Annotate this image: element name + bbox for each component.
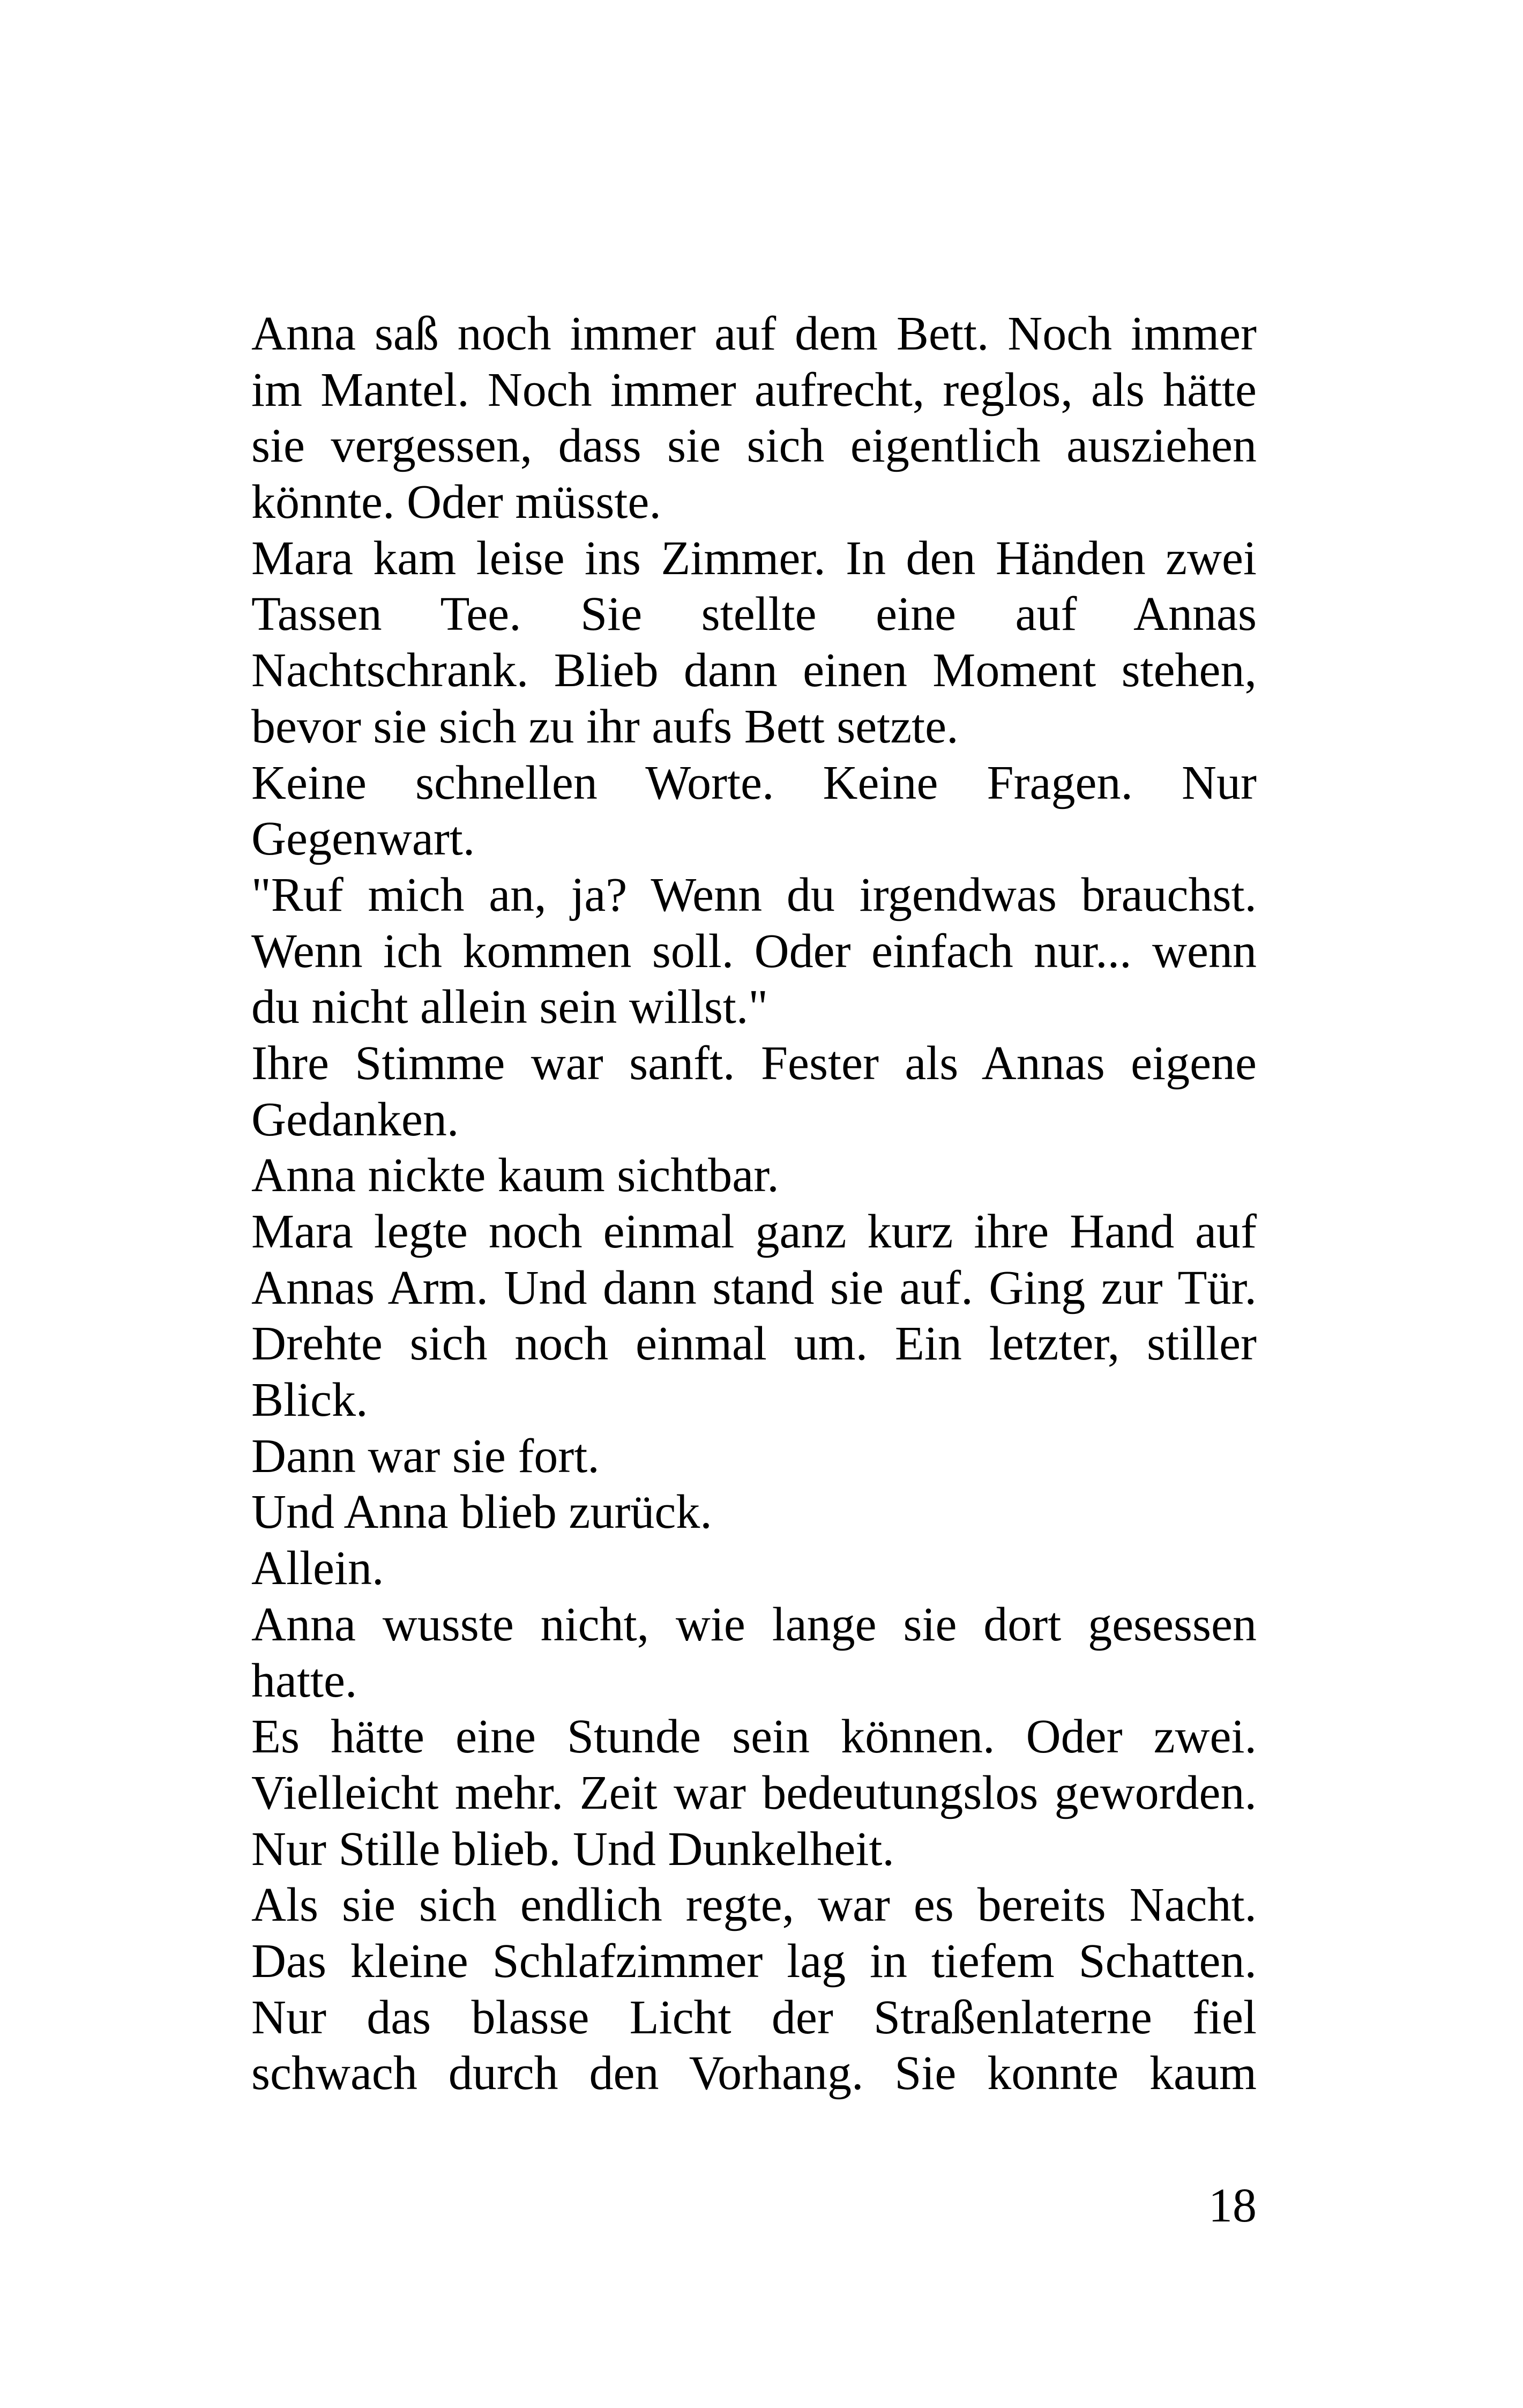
text-line: Gegenwart. xyxy=(251,812,475,866)
text-line: hatte. xyxy=(251,1654,357,1707)
paragraph xyxy=(251,1541,1257,1597)
text-line: könnte. Oder müsste. xyxy=(251,475,661,529)
text-line: Vielleicht mehr. Zeit war bedeutungslos geworden. xyxy=(251,1766,1257,1819)
text-line: Anna wusste nicht, wie lange sie dort gesessen xyxy=(251,1597,1257,1651)
paragraph xyxy=(251,1597,1257,1709)
text-line: Keine schnellen Worte. Keine Fragen. Nur xyxy=(251,756,1257,809)
text-line: Blick. xyxy=(251,1373,368,1427)
text-line: Allein. xyxy=(251,1542,384,1595)
text-line: bevor sie sich zu ihr aufs Bett setzte. xyxy=(251,700,959,753)
paragraph xyxy=(251,1204,1257,1429)
text-line: du nicht allein sein willst." xyxy=(251,980,768,1034)
paragraph xyxy=(251,1429,1257,1485)
paragraph xyxy=(251,1709,1257,1877)
text-line: Annas Arm. Und dann stand sie auf. Ging zur Tür. xyxy=(251,1261,1257,1314)
text-line: Mara kam leise ins Zimmer. In den Händen zwei xyxy=(251,531,1257,585)
paragraph xyxy=(251,867,1257,1036)
text-line: schwach durch den Vorhang. Sie konnte kaum xyxy=(251,2047,1257,2100)
text-line: im Mantel. Noch immer aufrecht, reglos, als hätte xyxy=(251,363,1257,417)
paragraph xyxy=(251,755,1257,867)
text-line: Anna nickte kaum sichtbar. xyxy=(251,1149,779,1202)
paragraph xyxy=(251,1036,1257,1148)
text-line: sie vergessen, dass sie sich eigentlich ausziehen xyxy=(251,419,1257,473)
text-line: Und Anna blieb zurück. xyxy=(251,1485,712,1539)
text-line: Mara legte noch einmal ganz kurz ihre Hand auf xyxy=(251,1205,1257,1258)
text-line: "Ruf mich an, ja? Wenn du irgendwas brauchst. xyxy=(251,868,1257,921)
text-line: Nachtschrank. Blieb dann einen Moment stehen, xyxy=(251,644,1257,697)
text-line: Als sie sich endlich regte, war es bereits Nacht. xyxy=(251,1878,1257,1932)
text-line: Es hätte eine Stunde sein können. Oder zwei. xyxy=(251,1710,1257,1764)
paragraph xyxy=(251,1148,1257,1204)
text-line: Nur das blasse Licht der Straßenlaterne fiel xyxy=(251,1990,1257,2044)
text-line: Gedanken. xyxy=(251,1092,459,1146)
paragraph xyxy=(251,306,1257,531)
paragraph xyxy=(251,1484,1257,1541)
text-line: Drehte sich noch einmal um. Ein letzter, stiller xyxy=(251,1317,1257,1371)
text-line: Dann war sie fort. xyxy=(251,1429,600,1483)
page-number: 18 xyxy=(1208,2179,1257,2232)
text-line: Das kleine Schlafzimmer lag in tiefem Schatten. xyxy=(251,1934,1257,1988)
text-line: Nur Stille blieb. Und Dunkelheit. xyxy=(251,1822,894,1876)
paragraph xyxy=(251,531,1257,755)
text-line: Wenn ich kommen soll. Oder einfach nur... wenn xyxy=(251,924,1257,978)
paragraph xyxy=(251,1877,1257,2102)
text-line: Ihre Stimme war sanft. Fester als Annas eigene xyxy=(251,1036,1257,1090)
body-text xyxy=(251,306,1257,2102)
text-line: Anna saß noch immer auf dem Bett. Noch immer xyxy=(251,307,1257,360)
text-line: Tassen Tee. Sie stellte eine auf Annas xyxy=(251,588,1257,641)
